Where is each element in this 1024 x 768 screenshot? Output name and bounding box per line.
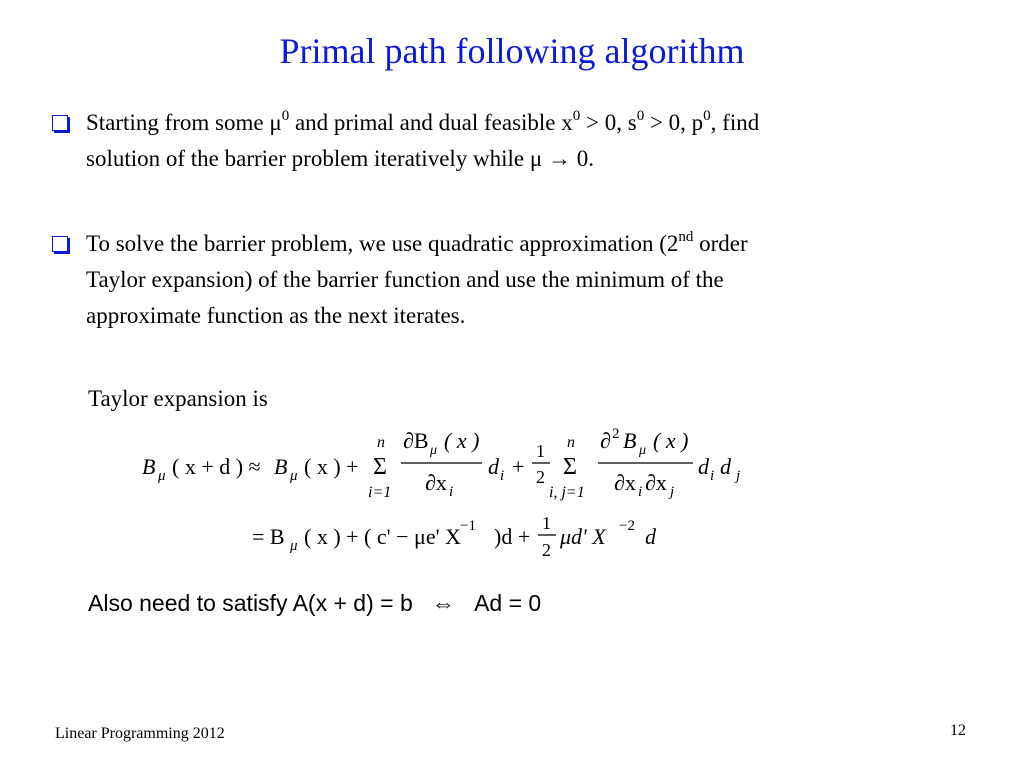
svg-text:∂x: ∂x (614, 470, 636, 495)
svg-text:1: 1 (536, 441, 545, 461)
eq-lhs-b: B (142, 454, 156, 479)
svg-text:μ: μ (290, 468, 298, 484)
svg-text:2: 2 (612, 426, 620, 442)
svg-text:∂B: ∂B (403, 428, 429, 453)
svg-text:−2: −2 (619, 518, 635, 534)
svg-text:B: B (274, 454, 288, 479)
svg-text:∂x: ∂x (425, 470, 447, 495)
svg-text:+: + (512, 454, 525, 479)
svg-text:( x + d ) ≈: ( x + d ) ≈ (172, 454, 261, 479)
svg-text:i: i (449, 484, 454, 500)
svg-text:d: d (720, 454, 731, 479)
svg-text:Σ: Σ (563, 454, 577, 480)
svg-text:j: j (736, 468, 741, 484)
svg-text:μ: μ (158, 468, 166, 484)
svg-text:i: i (710, 468, 715, 484)
svg-text:j: j (670, 484, 675, 500)
svg-text:= B: = B (252, 524, 285, 549)
bullet-text: Starting from some $\mu^0$ and primal and dual feasible $x^0 > 0$, $s^0 > 0$, $p^0$, find solution of the barrier problem iteratively while μ → 0. (86, 108, 760, 171)
svg-text:n: n (567, 434, 575, 451)
slide-title: Primal path following algorithm (279, 31, 745, 71)
svg-text:( x ) + ( c' − μe' X: ( x ) + ( c' − μe' X (304, 524, 461, 549)
svg-text:μ: μ (639, 443, 647, 458)
svg-text:∂: ∂ (600, 428, 611, 453)
svg-text:μ: μ (430, 443, 438, 458)
taylor-label: Taylor expansion is (88, 386, 268, 411)
svg-text:2: 2 (542, 540, 551, 560)
svg-text:μd' X: μd' X (560, 524, 606, 549)
svg-text:∂x: ∂x (645, 470, 667, 495)
svg-text:i: i (638, 484, 643, 500)
svg-text:μ: μ (290, 538, 298, 554)
svg-text:i=1: i=1 (368, 484, 392, 501)
svg-text:n: n (377, 434, 385, 451)
svg-text:i, j=1: i, j=1 (549, 484, 585, 501)
svg-text:( x ): ( x ) (653, 428, 689, 453)
page-number: 12 (950, 722, 966, 739)
svg-text:i: i (500, 468, 505, 484)
satisfy-constraint: Also need to satisfy A(x + d) = b ⇔ Ad = 0 (88, 590, 542, 616)
svg-text:d: d (645, 524, 656, 549)
bullet-text: To solve the barrier problem, we use quadratic approximation (2nd order Taylor expansion) of the barrier function and use the minimum of the approximate function as the next iterates. (86, 229, 748, 328)
iff-symbol: ⇔ (431, 590, 455, 616)
svg-text:Σ: Σ (373, 454, 387, 480)
svg-text:( x ): ( x ) (444, 428, 480, 453)
svg-text:)d +: )d + (494, 524, 531, 549)
svg-text:d: d (698, 454, 709, 479)
svg-text:d: d (488, 454, 499, 479)
svg-text:−1: −1 (460, 518, 476, 534)
svg-text:( x ) +: ( x ) + (304, 454, 359, 479)
svg-text:2: 2 (536, 467, 545, 487)
svg-text:B: B (623, 428, 637, 453)
footer-course: Linear Programming 2012 (55, 725, 225, 742)
svg-text:1: 1 (542, 513, 551, 533)
